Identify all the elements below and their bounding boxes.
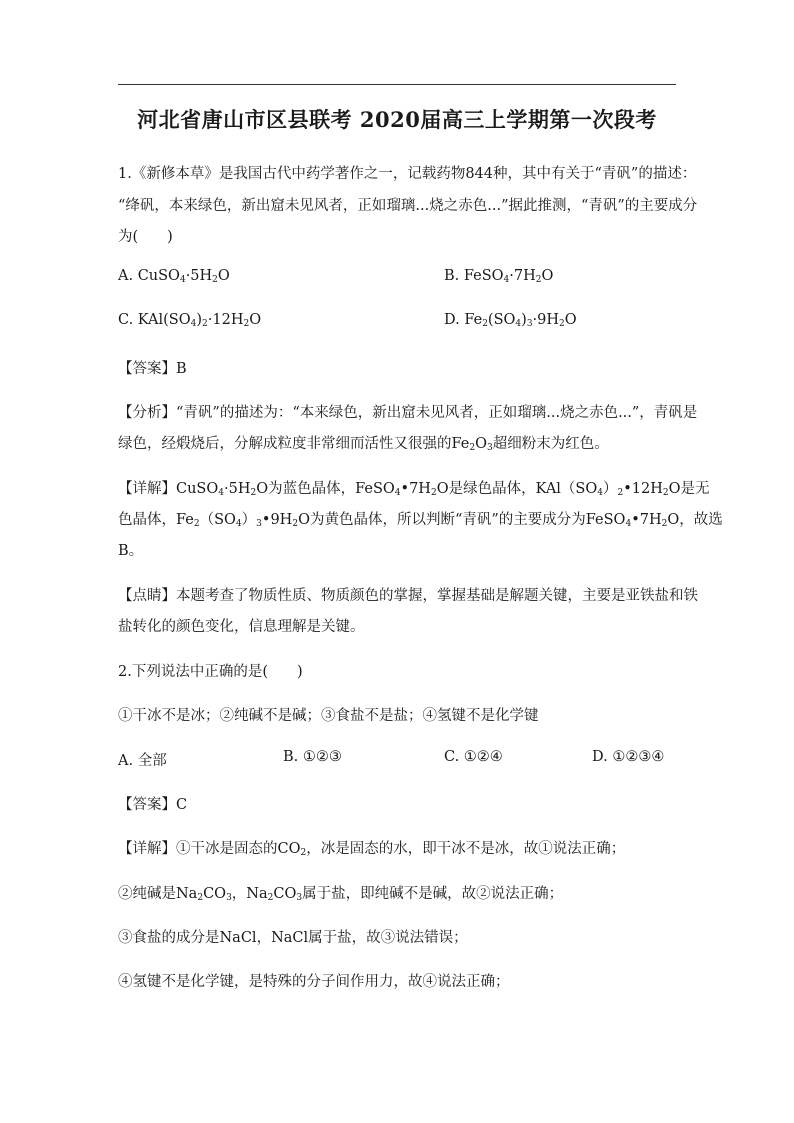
q2-option-d: D. ①②③④ [592,749,665,765]
q1-option-d: D. $Fe_2(SO_4)_3\cdot 9H_2O$ [444,312,577,329]
q2-option-b: B. ①②③ [283,749,342,765]
q1-comment-line-1: 【点睛】本题考查了物质性质、物质颜色的掌握，掌握基础是解题关键，主要是亚铁盐和铁 [118,588,698,604]
q1-comment-line-2: 盐转化的颜色变化，信息理解是关键。 [118,619,365,635]
q2-answer: 【答案】C [118,797,188,813]
q2-detail-line-4: ④氢键不是化学键，是特殊的分子间作用力，故④说法正确； [118,974,510,990]
q1-option-b: B. $FeSO_4\cdot 7H_2O$ [444,268,554,285]
q1-answer: 【答案】B [118,361,187,377]
q1-detail-line-2: 色晶体，$Fe_2(SO_4)_3•9H_2O$为黄色晶体，所以判断“青矾”的主要成分为$FeSO_4•7H_2O$，故选 [118,512,723,529]
q1-stem-line-3: 为( ) [118,229,173,245]
q1-detail-line-3: B。 [118,543,144,559]
q1-stem-line-2: “绛矾，本来绿色，新出窟未见风者，正如瑠璃...烧之赤色...”据此推测，“青矾”的主要成分 [118,198,698,214]
q1-detail-line-1: 【详解】$CuSO_4\cdot 5H_2O$为蓝色晶体，$FeSO_4•7H_2O$是绿色晶体，$KAl(SO_4)_2•12H_2O$是无 [118,481,710,498]
q1-analysis-line-2: 绿色，经煅烧后，分解成粒度非常细而活性又很强的$Fe_2O_3$超细粉末为红色。 [118,436,609,453]
q2-detail-line-2: ②纯碱是$Na_2CO_3$，$Na_2CO_3$属于盐，即纯碱不是碱，故②说法正确； [118,886,564,903]
q2-detail-line-1: 【详解】①干冰是固态的$CO_2$，冰是固态的水，即干冰不是冰，故①说法正确； [118,841,626,858]
q1-stem-line-1: 1.《新修本草》是我国古代中药学著作之一，记载药物844种，其中有关于“青矾”的描述： [118,166,697,182]
q1-option-c: C. $KAl(SO_4)_2\cdot 12H_2O$ [118,312,262,329]
q2-detail-line-3: ③食盐的成分是NaCl，NaCl属于盐，故③说法错误； [118,930,468,946]
header-rule [118,84,676,85]
q1-option-a: A. $CuSO_4\cdot 5H_2O$ [118,268,230,285]
q2-stem-line-1: 2.下列说法中正确的是( ) [118,664,303,680]
q2-option-c: C. ①②④ [444,749,503,765]
q2-option-a: A. 全部 [118,753,167,769]
q1-analysis-line-1: 【分析】“青矾”的描述为：“本来绿色，新出窟未见风者，正如瑠璃...烧之赤色...”，青矾是 [118,405,698,421]
page-title: 河北省唐山市区县联考 2020届高三上学期第一次段考 [137,107,657,132]
q2-stem-line-2: ①干冰不是冰；②纯碱不是碱；③食盐不是盐；④氢键不是化学键 [118,708,539,724]
